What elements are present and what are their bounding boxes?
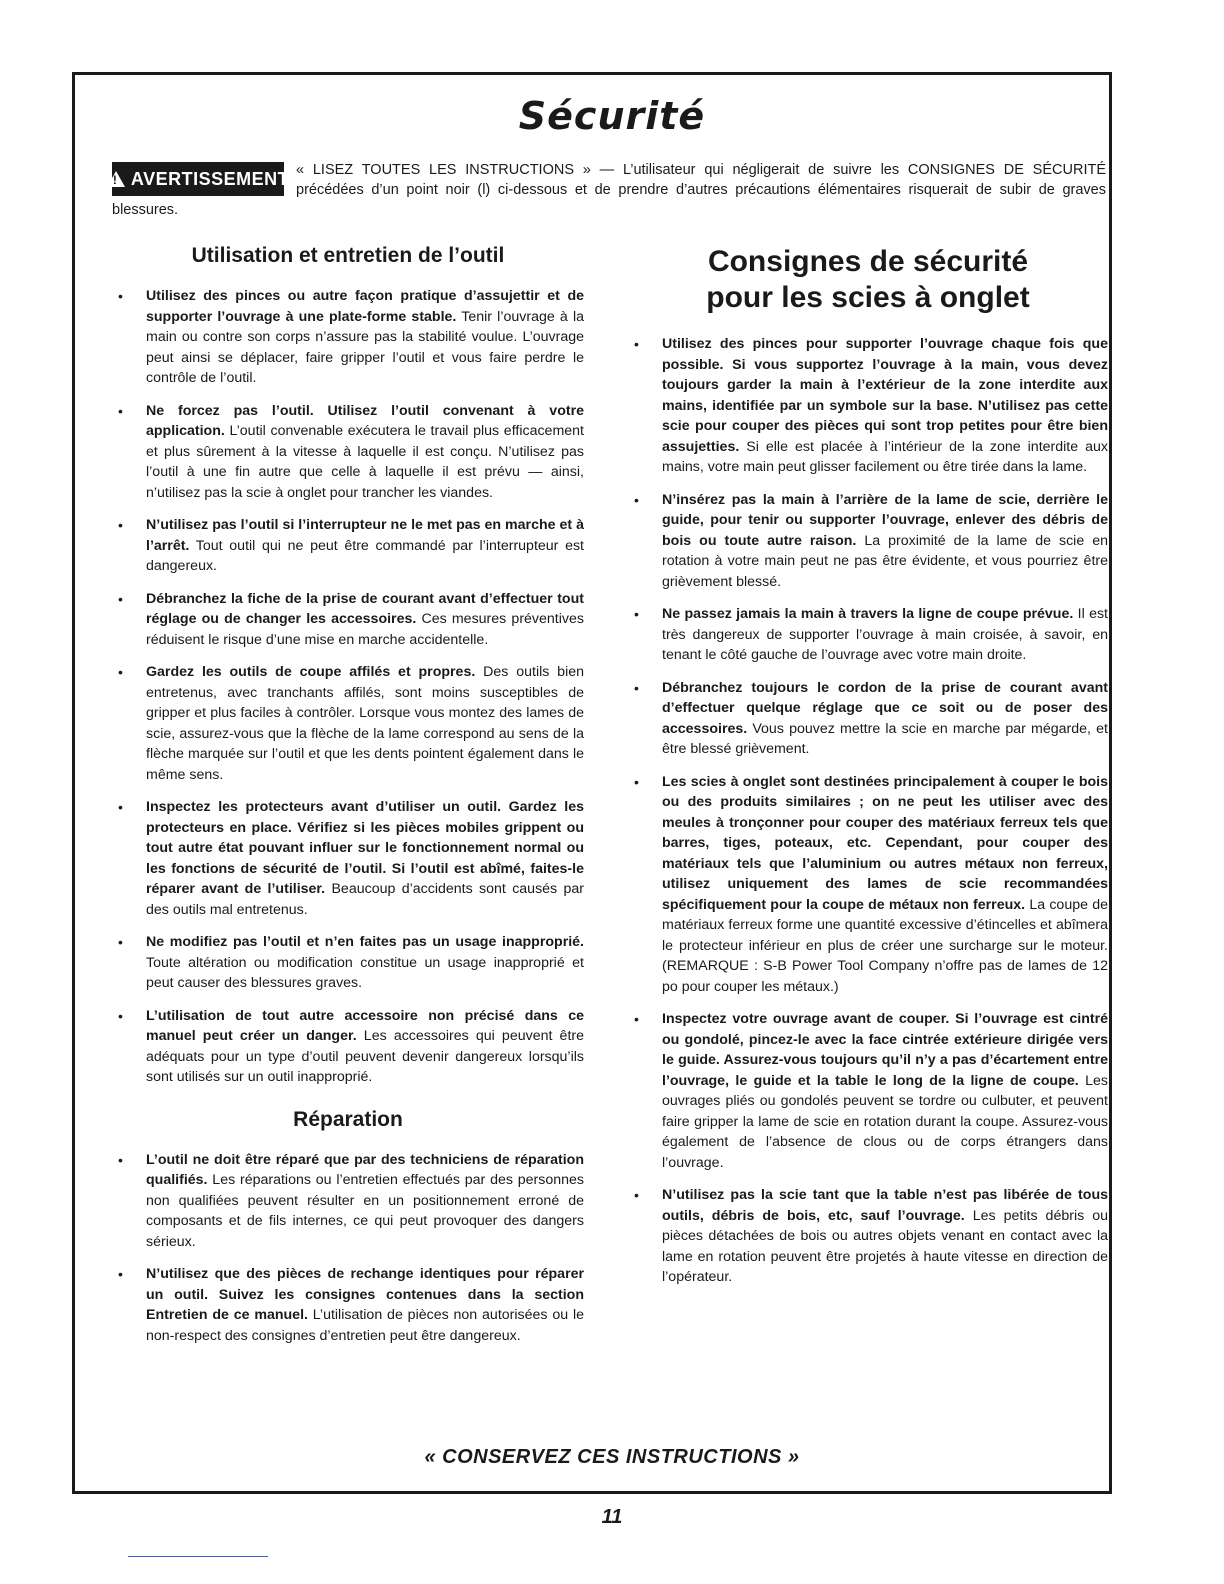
- list-item: [112, 662, 584, 785]
- warning-block: [112, 160, 1106, 220]
- item-bold-text: L’utilisation de tout autre accessoire non précisé dans ce manuel peut créer un danger.: [146, 1007, 584, 1044]
- item-text: Beaucoup d’accidents sont causés par des outils mal entretenus.: [146, 881, 584, 918]
- item-text: Ces mesures préventives réduisent le risque d’une mise en marche accidentelle.: [146, 611, 584, 648]
- item-bold-text: Inspectez les protecteurs avant d’utiliser un outil. Gardez les protecteurs en place. Vérifiez si les pièces mobiles grippent ou tout autre état pouvant influer sur le fonctionnement normal ou les fonctions de sécurité de l’outil. Si l’outil est abîmé, faites-le réparer avant de l’utiliser.: [146, 799, 584, 897]
- bullet-icon: •: [634, 1011, 639, 1027]
- list-item: [628, 604, 1108, 666]
- section-heading-repair: Réparation: [293, 1107, 403, 1131]
- left-column: [112, 244, 584, 1358]
- list-item: [112, 401, 584, 504]
- list-item: [112, 932, 584, 994]
- item-text: La coupe de matériaux ferreux forme une quantité excessive d’étincelles et abîmera le protecteur inférieur en plus de créer une surcharge sur le moteur. (REMARQUE : S-B Power Tool Company n’offre pas de lames de 12 po pour couper les métaux.): [662, 896, 1108, 995]
- list-item: [112, 797, 584, 920]
- item-bold-text: Ne passez jamais la main à travers la ligne de coupe prévue.: [662, 606, 1074, 622]
- warning-badge-label: AVERTISSEMENT: [130, 169, 290, 189]
- bullet-icon: •: [118, 1151, 123, 1168]
- bullet-icon: •: [118, 590, 123, 607]
- item-text: Tenir l’ouvrage à la main ou contre son corps n’assure pas la stabilité voulue. L’ouvrage peut ainsi se déplacer, faire gripper l’outil et vous faire perdre le contrôle de l’outil.: [146, 308, 584, 386]
- item-bold-text: L’outil ne doit être réparé que par des techniciens de réparation qualifiés.: [146, 1151, 584, 1188]
- bottom-rule: [128, 1556, 268, 1557]
- page-number: 11: [601, 1506, 623, 1528]
- bullet-icon: •: [118, 934, 123, 950]
- bullet-icon: •: [634, 491, 639, 508]
- item-bold-text: Inspectez votre ouvrage avant de couper. Si l’ouvrage est cintré ou gondolé, pincez-le avec la face cintrée extérieure dirigée vers le guide. Assurez-vous toujours qu’il n’y a pas d’écartement entre l’ouvrage, le guide et la table le long de la ligne de coupe.: [662, 1011, 1108, 1089]
- list-item: [112, 286, 584, 389]
- bullet-icon: •: [118, 1266, 123, 1282]
- bullet-icon: •: [118, 664, 123, 680]
- bullet-icon: •: [118, 288, 123, 304]
- section-heading-tool-use: Utilisation et entretien de l’outil: [191, 244, 505, 267]
- right-column: [628, 244, 1108, 1300]
- list-item: [628, 678, 1108, 760]
- item-text: Les réparations ou l’entretien effectués par des personnes non qualifiées peuvent résulter en un positionnement erroné de composants et de fils internes, ce qui peut provoquer des dangers sérieux.: [146, 1172, 584, 1250]
- bullet-icon: •: [118, 402, 123, 419]
- item-bold-text: Gardez les outils de coupe affilés et propres.: [146, 664, 476, 680]
- item-text: Vous pouvez mettre la scie en marche par mégarde, et être blessé grièvement.: [662, 720, 1108, 757]
- bullet-icon: •: [634, 606, 639, 622]
- item-text: L’utilisation de pièces non autorisées ou le non-respect des consignes d’entretien peut être dangereux.: [146, 1307, 584, 1344]
- item-text: L’outil convenable exécutera le travail plus efficacement et plus sûrement à la vitesse à laquelle il est conçu. N’utilisez pas l’outil à une fin autre que celle à laquelle il est prévu — ainsi, n’utilisez pas la scie à onglet pour trancher les viandes.: [146, 423, 584, 501]
- item-bold-text: Utilisez des pinces pour supporter l’ouvrage chaque fois que possible. Si vous supportez l’ouvrage à la main, vous devez toujours garder la main à l’extérieur de la zone interdite aux mains, identifiée par un symbole sur la base. N’utilisez pas cette scie pour couper des pièces qui sont trop petites pour être bien assujetties.: [662, 336, 1108, 455]
- bullet-icon: •: [634, 336, 639, 352]
- tool-use-list: [112, 286, 584, 1088]
- warning-badge: [112, 162, 290, 196]
- item-bold-text: Débranchez toujours le cordon de la prise de courant avant d’effectuer quelque réglage que ce soit ou de poser des accessoires.: [662, 679, 1108, 737]
- item-bold-text: N’insérez pas la main à l’arrière de la lame de scie, derrière le guide, pour tenir ou supporter l’ouvrage, enlever des débris de bois ou toute autre raison.: [662, 491, 1108, 549]
- section-heading-miter-saw: [628, 244, 1108, 316]
- item-text: Toute altération ou modification constitue un usage inapproprié et peut causer des blessures graves.: [146, 954, 584, 991]
- item-text: Il est très dangereux de supporter l’ouvrage à main croisée, à savoir, en tenant le côté gauche de l’ouvrage avec votre main droite.: [662, 606, 1108, 663]
- bullet-icon: •: [118, 799, 123, 815]
- list-item: [628, 1185, 1108, 1288]
- item-text: Des outils bien entretenus, avec tranchants affilés, sont moins susceptibles de gripper et plus faciles à contrôler. Lorsque vous montez des lames de scie, assurez-vous que la flèche de la lame correspond au sens de la flèche marquée sur l’outil et que les dents pointent également dans le même sens.: [146, 664, 585, 783]
- item-text: Les petits débris ou pièces détachées de bois ou autres objets venant en contact avec la lame en rotation peuvent être projetés à haute vitesse en direction de l’opérateur.: [662, 1207, 1108, 1285]
- repair-list: [112, 1150, 584, 1347]
- list-item: [112, 515, 584, 577]
- bullet-icon: •: [118, 1007, 123, 1024]
- bullet-icon: •: [634, 679, 639, 696]
- list-item: [628, 1009, 1108, 1173]
- item-text: Tout outil qui ne peut être commandé par l’interrupteur est dangereux.: [146, 537, 584, 574]
- item-bold-text: Ne forcez pas l’outil. Utilisez l’outil convenant à votre application.: [146, 402, 584, 439]
- item-text: Si elle est placée à l’intérieur de la zone interdite aux mains, votre main peut glisser facilement ou être tirée dans la lame.: [662, 438, 1108, 475]
- item-bold-text: Les scies à onglet sont destinées principalement à couper le bois ou des produits similaires ; on ne peut les utiliser avec des meules à tronçonner pour couper des matériaux ferreux tels que barres, tiges, poteaux, etc. Cependant, pour couper des matériaux tels que l’aluminium ou autres métaux non ferreux, utilisez uniquement des lames de scie recommandées spécifiquement pour la coupe de métaux non ferreux.: [662, 773, 1108, 913]
- item-bold-text: N’utilisez pas l’outil si l’interrupteur ne le met pas en marche et à l’arrêt.: [146, 517, 584, 554]
- item-text: Les accessoires qui peuvent être adéquats pour un type d’outil peuvent devenir dangereux lorsqu’ils sont utilisés sur un outil inapproprié.: [146, 1028, 585, 1085]
- item-bold-text: Ne modifiez pas l’outil et n’en faites pas un usage inapproprié.: [146, 934, 584, 950]
- item-bold-text: N’utilisez pas la scie tant que la table n’est pas libérée de tous outils, débris de bois, etc, sauf l’ouvrage.: [662, 1187, 1108, 1224]
- list-item: [112, 1264, 584, 1346]
- list-item: [112, 589, 584, 651]
- list-item: [628, 772, 1108, 998]
- warning-triangle-icon: [107, 171, 125, 187]
- footer-save-instructions: « CONSERVEZ CES INSTRUCTIONS »: [424, 1446, 800, 1468]
- miter-saw-list: [628, 334, 1108, 1288]
- item-text: La proximité de la lame de scie en rotation à votre main peut ne pas être évidente, et vous pourriez être grièvement blessé.: [662, 532, 1108, 590]
- list-item: [112, 1150, 584, 1253]
- item-bold-text: Débranchez la fiche de la prise de courant avant d’effectuer tout réglage ou de changer les accessoires.: [146, 590, 584, 627]
- list-item: [112, 1006, 584, 1088]
- item-bold-text: Utilisez des pinces ou autre façon pratique d’assujettir et de supporter l’ouvrage à une plate-forme stable.: [146, 288, 584, 325]
- list-item: [628, 334, 1108, 478]
- bullet-icon: •: [118, 517, 123, 533]
- page-title: Sécurité: [518, 94, 706, 138]
- item-text: Les ouvrages pliés ou gondolés peuvent se tordre ou culbuter, et peuvent faire gripper la lame de scie en rotation durant la coupe. Assurez-vous également de l’absence de clous ou de corps étrangers dans l’ouvrage.: [662, 1072, 1108, 1171]
- list-item: [628, 490, 1108, 593]
- item-bold-text: N’utilisez que des pièces de rechange identiques pour réparer un outil. Suivez les consignes contenues dans la section Entretien de ce manuel.: [146, 1266, 584, 1323]
- bullet-icon: •: [634, 1187, 639, 1203]
- heading-line-1: Consignes de sécurité: [707, 245, 1029, 278]
- bullet-icon: •: [634, 773, 639, 790]
- heading-line-2: pour les scies à onglet: [706, 281, 1030, 314]
- warning-text: « LISEZ TOUTES LES INSTRUCTIONS » — L’utilisateur qui négligerait de suivre les CONSIGNES DE SÉCURITÉ précédées d’un point noir (l) ci-dessous et de prendre d’autres précautions élémentaires risquerait de subir de graves blessures.: [112, 162, 1106, 218]
